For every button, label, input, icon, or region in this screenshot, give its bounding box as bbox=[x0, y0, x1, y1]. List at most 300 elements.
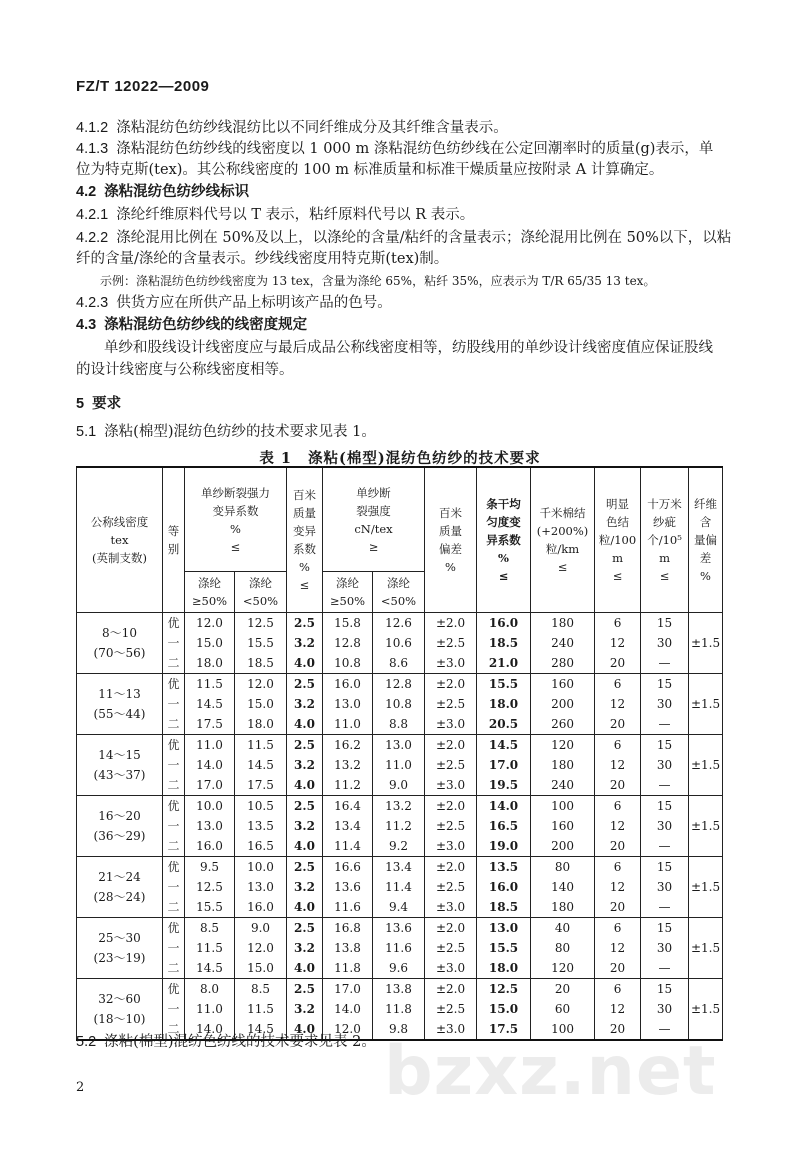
cell-c7: 16.0 bbox=[477, 877, 531, 897]
cell-c3b: 13.5 bbox=[235, 816, 287, 836]
cell-c6: ±2.5 bbox=[425, 633, 477, 653]
table-row bbox=[77, 735, 723, 756]
cell-c5a: 13.2 bbox=[323, 755, 373, 775]
example-note: 示例：涤粘混纺色纺纱线密度为 13 tex，含量为涤纶 65%，粘纤 35%，应表示为 T/R 65/35 13 tex。 bbox=[100, 274, 656, 288]
table-row bbox=[77, 857, 723, 878]
cell-nominal-density bbox=[77, 857, 163, 918]
th-strength-cv: 单纱断裂强力 变异系数 % ≤ bbox=[185, 467, 287, 572]
table-row bbox=[77, 775, 723, 796]
cell-c10: 30 bbox=[641, 938, 689, 958]
cell-c3a: 13.0 bbox=[185, 816, 235, 836]
cell-c5b: 8.6 bbox=[373, 653, 425, 674]
cell-c7: 13.0 bbox=[477, 918, 531, 939]
cell-c8: 180 bbox=[531, 755, 595, 775]
cell-c7: 14.0 bbox=[477, 796, 531, 817]
cell-c3b: 9.0 bbox=[235, 918, 287, 939]
para-4-3: 单纱和股线设计线密度应与最后成品公称线密度相等，纺股线用的单纱设计线密度值应保证股线 bbox=[104, 340, 713, 356]
cell-c3a: 8.0 bbox=[185, 979, 235, 1000]
th-strength-cv-lt50: 涤纶 <50% bbox=[235, 572, 287, 613]
cell-c4: 4.0 bbox=[287, 958, 323, 979]
tex-range: 14～15 bbox=[98, 748, 141, 762]
cell-c6: ±2.0 bbox=[425, 674, 477, 695]
cell-c6: ±2.5 bbox=[425, 694, 477, 714]
cell-c5b: 9.8 bbox=[373, 1019, 425, 1040]
cell-c10: 30 bbox=[641, 694, 689, 714]
cell-c5a: 12.0 bbox=[323, 1019, 373, 1040]
cell-grade: 优 bbox=[163, 979, 185, 1000]
cell-c5a: 16.8 bbox=[323, 918, 373, 939]
cell-c8: 100 bbox=[531, 1019, 595, 1040]
cell-c5a: 15.8 bbox=[323, 613, 373, 634]
cell-fiber-deviation: ±1.5 bbox=[689, 796, 723, 857]
table-row bbox=[77, 714, 723, 735]
cell-c7: 15.0 bbox=[477, 999, 531, 1019]
cell-c3a: 10.0 bbox=[185, 796, 235, 817]
heading-4-3: 4.3 涤粘混纺色纺纱线的线密度规定 bbox=[76, 316, 308, 333]
watermark: bzxz.net bbox=[384, 1032, 717, 1111]
cell-c3b: 12.5 bbox=[235, 613, 287, 634]
cell-c3a: 9.5 bbox=[185, 857, 235, 878]
cell-c9: 20 bbox=[595, 1019, 641, 1040]
cell-fiber-deviation: ±1.5 bbox=[689, 735, 723, 796]
th-yarn-faults: 十万米 纱疵 个/10⁵ m ≤ bbox=[641, 467, 689, 613]
cell-c5b: 9.0 bbox=[373, 775, 425, 796]
cell-c9: 12 bbox=[595, 694, 641, 714]
cell-c8: 140 bbox=[531, 877, 595, 897]
cell-c9: 12 bbox=[595, 938, 641, 958]
cell-c9: 20 bbox=[595, 897, 641, 918]
table-row bbox=[77, 633, 723, 653]
cell-c3b: 13.0 bbox=[235, 877, 287, 897]
cell-c10: 15 bbox=[641, 979, 689, 1000]
th-mass-deviation: 百米 质量 偏差 % bbox=[425, 467, 477, 613]
cell-c8: 260 bbox=[531, 714, 595, 735]
cell-c5b: 8.8 bbox=[373, 714, 425, 735]
cell-grade: 优 bbox=[163, 857, 185, 878]
cell-c3a: 14.5 bbox=[185, 958, 235, 979]
cell-c4: 3.2 bbox=[287, 816, 323, 836]
cell-c10: 30 bbox=[641, 633, 689, 653]
cell-c3a: 11.0 bbox=[185, 735, 235, 756]
cell-c9: 12 bbox=[595, 816, 641, 836]
cell-c3b: 12.0 bbox=[235, 674, 287, 695]
cell-c3a: 14.5 bbox=[185, 694, 235, 714]
cell-c8: 40 bbox=[531, 918, 595, 939]
cell-c10: — bbox=[641, 958, 689, 979]
ne-range: (28～24) bbox=[93, 890, 146, 904]
cell-c3b: 17.5 bbox=[235, 775, 287, 796]
cell-c3a: 12.0 bbox=[185, 613, 235, 634]
cell-grade: 二 bbox=[163, 653, 185, 674]
cell-c3a: 18.0 bbox=[185, 653, 235, 674]
cell-c6: ±2.0 bbox=[425, 796, 477, 817]
cell-c5b: 11.4 bbox=[373, 877, 425, 897]
cell-c6: ±2.0 bbox=[425, 613, 477, 634]
cell-c5a: 13.6 bbox=[323, 877, 373, 897]
th-fiber-deviation: 纤维含 量偏差 % bbox=[689, 467, 723, 613]
cell-grade: 一 bbox=[163, 999, 185, 1019]
table-row bbox=[77, 918, 723, 939]
cell-c8: 80 bbox=[531, 938, 595, 958]
ne-range: (23～19) bbox=[93, 951, 146, 965]
cell-c10: 30 bbox=[641, 816, 689, 836]
cell-c7: 16.0 bbox=[477, 613, 531, 634]
cell-c10: 15 bbox=[641, 918, 689, 939]
cell-c7: 15.5 bbox=[477, 938, 531, 958]
cell-nominal-density bbox=[77, 674, 163, 735]
cell-c9: 20 bbox=[595, 836, 641, 857]
cell-c10: — bbox=[641, 714, 689, 735]
cell-c5a: 13.8 bbox=[323, 938, 373, 958]
para-4-2-2-cont: 纤的含量/涤纶的含量表示。纱线线密度用特克斯(tex)制。 bbox=[76, 251, 449, 267]
cell-c4: 3.2 bbox=[287, 938, 323, 958]
table-row bbox=[77, 877, 723, 897]
cell-fiber-deviation: ±1.5 bbox=[689, 674, 723, 735]
cell-c7: 21.0 bbox=[477, 653, 531, 674]
cell-c6: ±2.0 bbox=[425, 979, 477, 1000]
cell-c10: 30 bbox=[641, 755, 689, 775]
cell-c8: 240 bbox=[531, 775, 595, 796]
cell-c9: 6 bbox=[595, 979, 641, 1000]
cell-c6: ±2.0 bbox=[425, 735, 477, 756]
cell-c3b: 16.5 bbox=[235, 836, 287, 857]
cell-c3b: 11.5 bbox=[235, 999, 287, 1019]
cell-c7: 18.5 bbox=[477, 897, 531, 918]
cell-c5a: 13.4 bbox=[323, 816, 373, 836]
para-4-2-3: 4.2.3 供货方应在所供产品上标明该产品的色号。 bbox=[76, 295, 392, 311]
cell-c4: 4.0 bbox=[287, 836, 323, 857]
cell-c3b: 14.5 bbox=[235, 1019, 287, 1040]
cell-grade: 二 bbox=[163, 836, 185, 857]
para-5-2: 5.2 涤粘(棉型)混纺色纺线的技术要求见表 2。 bbox=[76, 1034, 376, 1050]
table-row bbox=[77, 613, 723, 634]
cell-c6: ±3.0 bbox=[425, 897, 477, 918]
tex-range: 11～13 bbox=[98, 687, 141, 701]
cell-c4: 4.0 bbox=[287, 775, 323, 796]
cell-c3a: 12.5 bbox=[185, 877, 235, 897]
cell-c5b: 11.0 bbox=[373, 755, 425, 775]
cell-c8: 160 bbox=[531, 816, 595, 836]
cell-fiber-deviation: ±1.5 bbox=[689, 613, 723, 674]
cell-nominal-density bbox=[77, 796, 163, 857]
cell-c5a: 11.8 bbox=[323, 958, 373, 979]
cell-c8: 20 bbox=[531, 979, 595, 1000]
cell-fiber-deviation: ±1.5 bbox=[689, 918, 723, 979]
cell-c4: 4.0 bbox=[287, 714, 323, 735]
table-caption: 表 1 涤粘(棉型)混纺色纺纱的技术要求 bbox=[259, 450, 541, 467]
cell-c4: 3.2 bbox=[287, 999, 323, 1019]
cell-grade: 一 bbox=[163, 877, 185, 897]
cell-c8: 120 bbox=[531, 958, 595, 979]
table-row bbox=[77, 796, 723, 817]
para-4-2-2: 4.2.2 涤纶混用比例在 50%及以上，以涤纶的含量/粘纤的含量表示；涤纶混用比例在 50%以下，以粘 bbox=[76, 230, 732, 246]
table-row bbox=[77, 755, 723, 775]
para-4-1-3-cont: 位为特克斯(tex)。其公称线密度的 100 m 标准质量和标准干燥质量应按附录 A 计算确定。 bbox=[76, 162, 664, 178]
cell-c9: 6 bbox=[595, 918, 641, 939]
cell-c3b: 18.5 bbox=[235, 653, 287, 674]
th-evenness-cv: 条干均 匀度变 异系数 % ≤ bbox=[477, 467, 531, 613]
cell-c8: 100 bbox=[531, 796, 595, 817]
cell-c10: 15 bbox=[641, 613, 689, 634]
cell-grade: 一 bbox=[163, 816, 185, 836]
cell-c9: 12 bbox=[595, 633, 641, 653]
cell-c8: 180 bbox=[531, 613, 595, 634]
cell-c3a: 17.0 bbox=[185, 775, 235, 796]
cell-c10: — bbox=[641, 836, 689, 857]
th-grade: 等 别 bbox=[163, 467, 185, 613]
cell-c3a: 14.0 bbox=[185, 755, 235, 775]
cell-c6: ±2.5 bbox=[425, 755, 477, 775]
cell-c10: 15 bbox=[641, 796, 689, 817]
cell-c5a: 11.6 bbox=[323, 897, 373, 918]
cell-grade: 二 bbox=[163, 958, 185, 979]
heading-4-2: 4.2 涤粘混纺色纺纱线标识 bbox=[76, 183, 250, 200]
cell-c5a: 12.8 bbox=[323, 633, 373, 653]
para-4-1-2: 4.1.2 涤粘混纺色纺纱线混纺比以不同纤维成分及其纤维含量表示。 bbox=[76, 120, 508, 136]
cell-c5b: 10.8 bbox=[373, 694, 425, 714]
cell-fiber-deviation: ±1.5 bbox=[689, 857, 723, 918]
cell-c5a: 11.0 bbox=[323, 714, 373, 735]
cell-c5b: 9.4 bbox=[373, 897, 425, 918]
requirements-table bbox=[76, 466, 723, 1041]
cell-c7: 19.0 bbox=[477, 836, 531, 857]
cell-c5a: 13.0 bbox=[323, 694, 373, 714]
cell-c10: 30 bbox=[641, 877, 689, 897]
cell-c9: 6 bbox=[595, 613, 641, 634]
cell-c5a: 16.6 bbox=[323, 857, 373, 878]
cell-c7: 16.5 bbox=[477, 816, 531, 836]
cell-c8: 80 bbox=[531, 857, 595, 878]
cell-c9: 20 bbox=[595, 958, 641, 979]
cell-grade: 二 bbox=[163, 714, 185, 735]
cell-c10: 15 bbox=[641, 674, 689, 695]
cell-grade: 二 bbox=[163, 897, 185, 918]
table-row bbox=[77, 694, 723, 714]
cell-c6: ±3.0 bbox=[425, 714, 477, 735]
cell-c5b: 10.6 bbox=[373, 633, 425, 653]
cell-c3a: 11.5 bbox=[185, 674, 235, 695]
table-row bbox=[77, 897, 723, 918]
cell-c4: 3.2 bbox=[287, 755, 323, 775]
cell-c6: ±2.5 bbox=[425, 877, 477, 897]
cell-c7: 18.0 bbox=[477, 694, 531, 714]
cell-c6: ±3.0 bbox=[425, 1019, 477, 1040]
cell-c4: 2.5 bbox=[287, 857, 323, 878]
th-tenacity-lt50: 涤纶 <50% bbox=[373, 572, 425, 613]
cell-c10: — bbox=[641, 897, 689, 918]
cell-c6: ±2.5 bbox=[425, 938, 477, 958]
cell-c9: 12 bbox=[595, 999, 641, 1019]
cell-c3b: 15.5 bbox=[235, 633, 287, 653]
cell-grade: 优 bbox=[163, 674, 185, 695]
cell-c5a: 16.0 bbox=[323, 674, 373, 695]
cell-grade: 一 bbox=[163, 694, 185, 714]
cell-c5b: 11.2 bbox=[373, 816, 425, 836]
cell-c9: 20 bbox=[595, 653, 641, 674]
th-color-knots: 明显 色结 粒/100 m ≤ bbox=[595, 467, 641, 613]
cell-c5a: 11.2 bbox=[323, 775, 373, 796]
cell-c10: — bbox=[641, 1019, 689, 1040]
cell-c8: 280 bbox=[531, 653, 595, 674]
cell-c8: 60 bbox=[531, 999, 595, 1019]
cell-c5b: 12.6 bbox=[373, 613, 425, 634]
cell-c3b: 16.0 bbox=[235, 897, 287, 918]
cell-fiber-deviation: ±1.5 bbox=[689, 979, 723, 1041]
table-row bbox=[77, 979, 723, 1000]
heading-5: 5 要求 bbox=[76, 395, 122, 412]
para-4-2-1: 4.2.1 涤纶纤维原料代号以 T 表示，粘纤原料代号以 R 表示。 bbox=[76, 207, 475, 223]
cell-c5a: 16.4 bbox=[323, 796, 373, 817]
table-row bbox=[77, 674, 723, 695]
cell-c6: ±2.5 bbox=[425, 999, 477, 1019]
cell-c3b: 12.0 bbox=[235, 938, 287, 958]
cell-c4: 2.5 bbox=[287, 674, 323, 695]
cell-grade: 优 bbox=[163, 735, 185, 756]
cell-c3a: 16.0 bbox=[185, 836, 235, 857]
cell-c5a: 17.0 bbox=[323, 979, 373, 1000]
ne-range: (55～44) bbox=[93, 707, 146, 721]
cell-c10: — bbox=[641, 653, 689, 674]
cell-c3a: 15.0 bbox=[185, 633, 235, 653]
cell-c5b: 11.8 bbox=[373, 999, 425, 1019]
cell-c3b: 11.5 bbox=[235, 735, 287, 756]
cell-c4: 3.2 bbox=[287, 877, 323, 897]
table-row bbox=[77, 816, 723, 836]
cell-nominal-density bbox=[77, 918, 163, 979]
cell-c6: ±2.5 bbox=[425, 816, 477, 836]
th-tenacity-ge50: 涤纶 ≥50% bbox=[323, 572, 373, 613]
cell-c9: 6 bbox=[595, 857, 641, 878]
th-neps: 千米棉结 (+200%) 粒/km ≤ bbox=[531, 467, 595, 613]
table-row bbox=[77, 938, 723, 958]
cell-c4: 2.5 bbox=[287, 613, 323, 634]
table-row bbox=[77, 958, 723, 979]
cell-c5b: 12.8 bbox=[373, 674, 425, 695]
tex-range: 21～24 bbox=[98, 870, 141, 884]
cell-grade: 二 bbox=[163, 1019, 185, 1040]
table-row bbox=[77, 653, 723, 674]
cell-c7: 15.5 bbox=[477, 674, 531, 695]
cell-c3a: 15.5 bbox=[185, 897, 235, 918]
cell-c5a: 16.2 bbox=[323, 735, 373, 756]
th-tenacity: 单纱断 裂强度 cN/tex ≥ bbox=[323, 467, 425, 572]
cell-c4: 3.2 bbox=[287, 633, 323, 653]
cell-c5a: 10.8 bbox=[323, 653, 373, 674]
cell-c10: 15 bbox=[641, 735, 689, 756]
cell-c5b: 13.0 bbox=[373, 735, 425, 756]
cell-c7: 13.5 bbox=[477, 857, 531, 878]
cell-grade: 一 bbox=[163, 938, 185, 958]
cell-c7: 12.5 bbox=[477, 979, 531, 1000]
cell-c3b: 8.5 bbox=[235, 979, 287, 1000]
cell-c9: 12 bbox=[595, 877, 641, 897]
cell-nominal-density bbox=[77, 613, 163, 674]
cell-c5b: 13.6 bbox=[373, 918, 425, 939]
tex-range: 16～20 bbox=[98, 809, 141, 823]
cell-c8: 120 bbox=[531, 735, 595, 756]
cell-c9: 6 bbox=[595, 674, 641, 695]
cell-c9: 20 bbox=[595, 714, 641, 735]
cell-c5a: 11.4 bbox=[323, 836, 373, 857]
ne-range: (43～37) bbox=[93, 768, 146, 782]
cell-grade: 优 bbox=[163, 918, 185, 939]
cell-c4: 2.5 bbox=[287, 918, 323, 939]
cell-c8: 160 bbox=[531, 674, 595, 695]
tex-range: 8～10 bbox=[102, 626, 137, 640]
cell-c3b: 15.0 bbox=[235, 694, 287, 714]
cell-c5b: 9.2 bbox=[373, 836, 425, 857]
cell-c10: — bbox=[641, 775, 689, 796]
cell-c5b: 13.2 bbox=[373, 796, 425, 817]
cell-c3a: 11.0 bbox=[185, 999, 235, 1019]
cell-grade: 一 bbox=[163, 633, 185, 653]
document-header: FZ/T 12022—2009 bbox=[76, 78, 210, 95]
cell-c7: 17.0 bbox=[477, 755, 531, 775]
cell-c3a: 14.0 bbox=[185, 1019, 235, 1040]
cell-c7: 19.5 bbox=[477, 775, 531, 796]
cell-c6: ±3.0 bbox=[425, 653, 477, 674]
cell-c7: 20.5 bbox=[477, 714, 531, 735]
cell-grade: 优 bbox=[163, 613, 185, 634]
cell-c10: 30 bbox=[641, 999, 689, 1019]
cell-c4: 4.0 bbox=[287, 1019, 323, 1040]
para-4-1-3: 4.1.3 涤粘混纺色纺纱线的线密度以 1 000 m 涤粘混纺色纺纱线在公定回潮率时的质量(g)表示，单 bbox=[76, 141, 714, 157]
cell-c3a: 11.5 bbox=[185, 938, 235, 958]
cell-c9: 20 bbox=[595, 775, 641, 796]
cell-c4: 2.5 bbox=[287, 796, 323, 817]
cell-c5a: 14.0 bbox=[323, 999, 373, 1019]
th-mass-cv: 百米 质量 变异 系数 % ≤ bbox=[287, 467, 323, 613]
ne-range: (36～29) bbox=[93, 829, 146, 843]
para-4-3-cont: 的设计线密度与公称线密度相等。 bbox=[76, 362, 294, 378]
tex-range: 25～30 bbox=[98, 931, 141, 945]
table-row bbox=[77, 836, 723, 857]
cell-c7: 18.5 bbox=[477, 633, 531, 653]
cell-grade: 优 bbox=[163, 796, 185, 817]
cell-c3b: 10.0 bbox=[235, 857, 287, 878]
cell-c4: 2.5 bbox=[287, 979, 323, 1000]
cell-nominal-density bbox=[77, 735, 163, 796]
cell-c9: 12 bbox=[595, 755, 641, 775]
cell-c4: 2.5 bbox=[287, 735, 323, 756]
cell-c4: 3.2 bbox=[287, 694, 323, 714]
cell-c7: 14.5 bbox=[477, 735, 531, 756]
ne-range: (18～10) bbox=[93, 1012, 146, 1026]
cell-c9: 6 bbox=[595, 796, 641, 817]
cell-c3b: 14.5 bbox=[235, 755, 287, 775]
cell-c3b: 10.5 bbox=[235, 796, 287, 817]
cell-c3b: 15.0 bbox=[235, 958, 287, 979]
cell-c4: 4.0 bbox=[287, 897, 323, 918]
ne-range: (70～56) bbox=[93, 646, 146, 660]
cell-c5b: 13.8 bbox=[373, 979, 425, 1000]
page-number: 2 bbox=[76, 1080, 85, 1095]
cell-c4: 4.0 bbox=[287, 653, 323, 674]
cell-c7: 18.0 bbox=[477, 958, 531, 979]
cell-c7: 17.5 bbox=[477, 1019, 531, 1040]
cell-c9: 6 bbox=[595, 735, 641, 756]
th-nominal-density: 公称线密度 tex (英制支数) bbox=[77, 467, 163, 613]
cell-c6: ±3.0 bbox=[425, 836, 477, 857]
cell-c8: 180 bbox=[531, 897, 595, 918]
table-row bbox=[77, 999, 723, 1019]
th-strength-cv-ge50: 涤纶 ≥50% bbox=[185, 572, 235, 613]
cell-c6: ±2.0 bbox=[425, 857, 477, 878]
cell-c3b: 18.0 bbox=[235, 714, 287, 735]
cell-c8: 200 bbox=[531, 694, 595, 714]
cell-c8: 240 bbox=[531, 633, 595, 653]
tex-range: 32～60 bbox=[98, 992, 141, 1006]
